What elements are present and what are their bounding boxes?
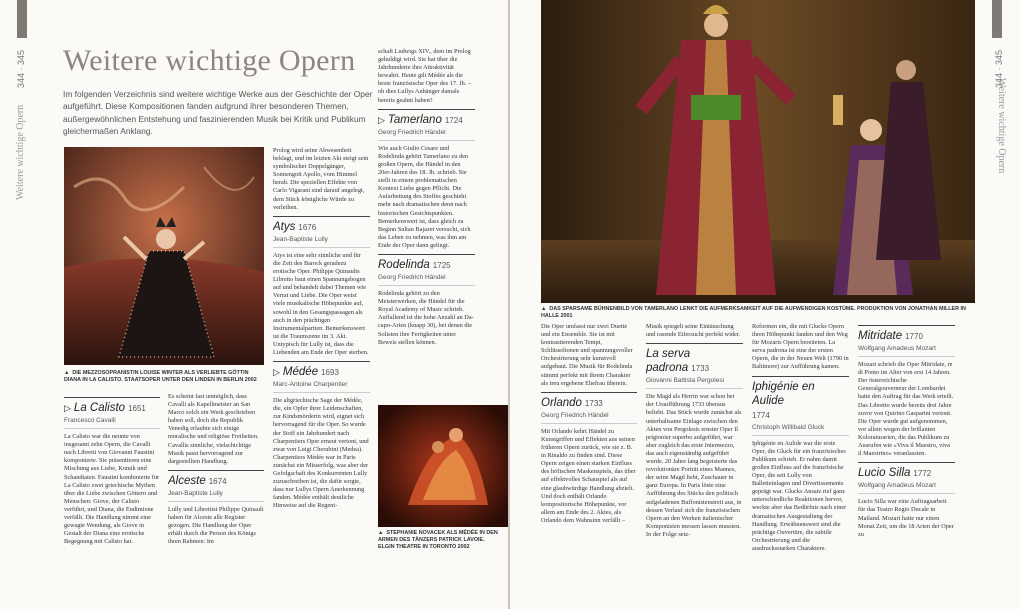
column-a <box>273 147 370 567</box>
entry-atys-text: Atys ist eine sehr sinnliche und für die Zeit des Barock geradezu erotische Oper. Philippe Quinaults Libretto baut einen Spannungsbogen auf und behandelt dabei Themen wie Verrat und Liebe. Die Oper weist viele musikalische Höhepunkte auf, sowohl in den Gesangspassagen als auch in den prächtigen Instrumentalpartien. Bemerkenswert ist die Traumszene im 3. Akt. Untypisch für Lully ist, dass die Liebenden am Ende der Oper sterben. <box>273 251 369 356</box>
entry-tamerlano-year: 1724 <box>444 115 463 125</box>
entry-la-serva-padrona-text: Die Magd als Herrin war schon bei der Uraufführung 1733 überaus beliebt. Das Stück wurde zunächst als unterhaltsame Einlage zwischen den Akten von Pergolesis ernster Oper Il prigionier superbo aufgeführt, war aber zugleich das erste Intermezzo, das auch eigenständig aufgeführt wurde. 20 Jahre lang begeisterte das revolutionäre Porträt eines Mannes, der seine Magd liebt, Zuschauer in ganz Europa. In Paris löste eine Aufführung des Stücks den politisch aufgeladenen Buffonistenstreit aus, in dessen Verlauf sich die französischen Opern an den Werken italienischer Komponisten messen lassen mussten. In der Folge setz- <box>646 393 742 538</box>
entry-medee <box>273 361 370 510</box>
entry-orlando <box>541 392 637 525</box>
entry-atys-composer: Jean-Baptiste Lully <box>273 235 370 248</box>
entry-rodelinda-composer: Georg Friedrich Händel <box>378 273 475 286</box>
entry-lucio-silla-title: Lucio Silla <box>858 467 911 480</box>
entry-mitridate-text: Mozart schrieb die Oper Mitridate, re di Ponto im Alter von erst 14 Jahren. Der österreichische Generalgouverneur der Lombardei hatte den Auftrag für das Werk erteilt. Das Libretto wurde bereits drei Jahre zuvor von Quirino Gasparini vertont. Die Oper wurde gut aufgenommen, vor allem wegen der brillanten Koloraturarien, die das Publikum zu Ausrufen wie »Viva il Maestro, viva il Maestrino« veranlassten. <box>858 361 954 458</box>
entry-rodelinda <box>378 254 475 347</box>
running-title-right: Weitere wichtige Opern <box>996 78 1007 174</box>
triangle-up-icon: ▲ <box>541 306 547 312</box>
entry-rodelinda-title: Rodelinda <box>378 258 430 271</box>
entry-la-calisto <box>64 397 160 546</box>
photo-medee <box>378 405 508 527</box>
entry-iphigenie <box>752 376 849 553</box>
entry-atys <box>273 216 370 357</box>
page-tab <box>17 0 27 38</box>
right-page <box>510 0 1020 609</box>
entry-tamerlano <box>378 109 475 250</box>
page-tab <box>992 0 1002 38</box>
left-page <box>0 0 508 609</box>
entry-iphigenie-year: 1774 <box>752 410 770 420</box>
entry-orlando-text: Mit Orlando kehrt Händel zu Kunstgriffen und Effekten aus seinen früheren Opern zurück, wie sie z. B. in Rinaldo zu finden sind. Diese Opern zeigen einen starken Einfluss des höfischen Maskenspiels, das über auf effektvolles Schauspiel als auf eine glaubwürdige Handlung abzielt. Und doch enthält Orlando kompositorische Höhepunkte, vor allem am Ende des 2. Aktes, als Orlando dem Wahnsinn verfällt – <box>541 427 636 524</box>
entry-la-serva-padrona-composer: Giovanni Battista Pergolesi <box>646 376 743 389</box>
entry-la-calisto-year: 1651 <box>128 404 146 413</box>
entry-iphigenie-text: Iphigénie en Aulide war die erste Oper, die Gluck für ein französisches Publikum schrieb. Er nahm damit großen Einfluss auf die französische Oper, die seit Lully von Balletteinlagen und Divertissements geprägt war. Glucks Ansatz rief ganz unterschiedliche Reaktionen hervor, weckte aber das Bedürfnis nach einer dramatischen Ausgestaltung der Handlung. Erwähnenswert sind die prächtige Ouvertüre, die subtile Orchestrierung und die ausdrucksstarken Charaktere. <box>752 439 847 552</box>
column-r3 <box>752 323 849 598</box>
entry-la-serva-padrona <box>646 343 743 539</box>
photo-tamerlano-image <box>541 0 975 303</box>
entry-alceste-composer: Jean-Baptiste Lully <box>168 489 264 502</box>
photo-la-calisto <box>64 147 264 365</box>
photo-la-calisto-image <box>64 147 264 365</box>
column-r1 <box>541 323 637 598</box>
triangle-up-icon: ▲ <box>64 370 70 376</box>
entry-atys-title: Atys <box>273 220 296 233</box>
entry-lucio-silla-year: 1772 <box>913 469 932 479</box>
intro-text: Im folgenden Verzeichnis sind weitere wichtige Werke aus der Geschichte der Oper aufgeführt. Diese Kompositionen fanden aufgrund ihrer besonderen Themen, außergewöhnlichen Entstehung und faszinierenden Musik bei Kritik und Publikum gleichermaßen Anklang. <box>63 89 373 137</box>
entry-la-calisto-text: La Calisto war die neunte von insgesamt zehn Opern, die Cavalli nach Libretti von Giovanni Faustini komponierte. Sie präsentieren eine Mischung aus Liebe, Komik und Schandtaten. Faustini kombinierte für La Calisto zwei griechische Mythen über die Liebe zwischen Göttern und Menschen: Giove, der Calisto verführt, und Diana, die Endimione verfällt. Die Handlung nimmt eine gewagte Wendung, als Giove in Gestalt der Diana eine erotische Begegnung mit Calisto hat. <box>64 433 160 546</box>
triangle-right-icon: ▷ <box>378 114 385 125</box>
entry-atys-year: 1676 <box>298 222 317 232</box>
entry-la-calisto-composer: Francesco Cavalli <box>64 416 160 429</box>
entry-la-calisto-title: La Calisto <box>73 402 126 414</box>
column-r3-text: Reformen ein, die mit Glucks Opern ihren Höhepunkt fanden und den Weg für Mozarts Opern bereiteten. La serva padrona ist eine der ersten Opern, die in der Neuen Welt (1790 in Baltimore) zur Aufführung kamen. <box>752 323 849 371</box>
caption-tamerlano: ▲ DAS SPARSAME BÜHNENBILD VON TAMERLANO LENKT DIE AUFMERKSAMKEIT AUF DIE AUFWENDIGEN KOSTÜME. PRODUKTION VON JONATHAN MILLER IN HALLE 2001 <box>541 306 966 319</box>
entry-mitridate <box>858 325 955 458</box>
triangle-right-icon: ▷ <box>64 403 71 413</box>
photo-tamerlano <box>541 0 975 303</box>
entry-rodelinda-text: Rodelinda gehört zu den Meisterwerken, die Händel für die Royal Academy of Music schrieb. Auffallend ist die hohe Anzahl an Da-capo-Arien (knapp 30), bei denen die Solisten ihre Fertigkeiten unter Beweis stellen können. <box>378 290 474 346</box>
entry-iphigenie-title: Iphigénie en Aulide <box>752 380 815 407</box>
column-b-text: schaft Ludwigs XIV., dem im Prolog gehuldigt wird. Sie hat über die Jahrhunderte ihre Attraktivität bewahrt. Heute gilt Médée als die beste französische Oper des 17. Jh. – ob dies Lullys Anhänger damals bereits geahnt haben? <box>378 48 472 104</box>
entry-medee-composer: Marc-Antoine Charpentier <box>273 380 370 393</box>
entry-lucio-silla <box>858 462 955 539</box>
entry-medee-year: 1693 <box>321 368 339 378</box>
entry-lucio-silla-composer: Wolfgang Amadeus Mozart <box>858 481 955 494</box>
entry-alceste <box>168 470 264 547</box>
column-r2 <box>646 323 743 598</box>
entry-alceste-year: 1674 <box>208 476 227 486</box>
column-a-text: Prolog wird seine Abwesenheit beklagt, und im letzten Akt steigt sein symbolischer Doppelgänger, Sonnengott Apollo, vom Himmel herab. Die speziellen Effekte von Carlo Vigarani sind darauf angelegt, dem Stück königliche Würde zu verleihen. <box>273 147 369 211</box>
entry-mitridate-title: Mitridate <box>858 330 903 342</box>
entry-alceste-text: Lully und Librettist Philippe Quinault haben für Alceste alle Register gezogen. Die Handlung der Oper erhält durch die Person des Königs ihren Rahmen: Im <box>168 505 264 546</box>
running-title-left: Weitere wichtige Opern <box>15 104 26 200</box>
column-calisto <box>64 393 160 598</box>
entry-lucio-silla-text: Lucio Silla war eine Auftragsarbeit für das Teatro Regio Ducale in Mailand. Mozart hatte nur einen Monat Zeit, um die 18 Arien der Oper zu <box>858 498 954 538</box>
entry-rodelinda-year: 1725 <box>432 260 451 270</box>
column-r1-text: Die Oper umfasst nur zwei Duette und ein Ensemble. Sie ist mit kontrastierenden Tempi, Schlüsseltonen und spannungsvoller Orchestrierung sehr kunstvoll aufgebaut. Die Musik für Rodelinda stimmt perfekt mit ihrem Charakter als treu ergebene Ehefrau überein. <box>541 323 633 387</box>
entry-medee-text: Die altgriechische Sage der Médée, die, ein Opfer ihrer Leidenschaften, zur Kindsmörderin wird, eignet sich hervorragend für die Oper. So wurde der Stoff ein Jahrhundert nach Charpentiers Oper erneut vertont, und zwar von Luigi Cherubini (Medea). Charpentiers Médée war in Paris zunächst ein Misserfolg, was aber der Gefolgschaft des Konkurrenten Lully zuzuschreiben ist, die dafür sorgte, dass nur Lullys Opern Anerkennung fanden. Médée enthält deutliche Hinweise auf die Regent- <box>273 397 369 510</box>
entry-tamerlano-composer: Georg Friedrich Händel <box>378 128 475 141</box>
caption-medee: ▲ STEPHANIE NOVACEK ALS MÉDÉE IN DEN ARMEN DES TÄNZERS PATRICK LAVOIE. ELGIN THEATRE IN TORONTO 2002 <box>378 530 498 550</box>
triangle-right-icon: ▷ <box>273 367 280 378</box>
column-r4 <box>858 323 955 598</box>
entry-la-calisto-text-cont: Es scheint fast unmöglich, dass Cavalli als Kapellmeister an San Marco solch ein Werk geschrieben haben soll, doch die Republik Venedig erlaubte sich einige moralische und religiöse Freiheiten. Cavallis sinnliche, vielschichtige Musik passt hervorragend zur dargestellten Handlung. <box>168 393 259 465</box>
column-r2-text: Musik spiegelt seine Eintäuschung und rasende Eifersucht perfekt wider. <box>646 323 741 339</box>
entry-mitridate-composer: Wolfgang Amadeus Mozart <box>858 344 955 357</box>
column-calisto-cont <box>168 393 264 598</box>
triangle-up-icon: ▲ <box>378 530 384 536</box>
entry-tamerlano-text: Wie auch Giulio Cesare und Rodelinda gehört Tamerlano zu den großen Opern, die Händel in den 20er-Jahren des 18. Jh. schrieb. Sie stellt in einem problematischen Kontext Liebe gegen Pflicht. Die Aufarbeitung des Stoffes geschieht mehr nach dramatischen denn nach historischen Gesichtspunkten. Bemerkenswert ist, dass gleich zu Beginn Sultan Bajazet versucht, sich das Leben zu nehmen, was ihm am Ende der Oper dann gelingt. <box>378 144 471 249</box>
entry-la-serva-padrona-title: La serva padrona <box>646 348 691 375</box>
entry-tamerlano-title: Tamerlano <box>387 113 442 126</box>
photo-medee-image <box>378 405 508 527</box>
caption-la-calisto: ▲ DIE MEZZOSOPRANISTIN LOUISE WINTER ALS VERLIEBTE GÖTTIN DIANA IN LA CALISTO. STAATSOPER UNTER DEN LINDEN IN BERLIN 2002 <box>64 370 257 383</box>
entry-medee-title: Médée <box>282 366 319 379</box>
entry-iphigenie-composer: Christoph Willibald Gluck <box>752 423 849 436</box>
entry-mitridate-year: 1770 <box>905 332 923 341</box>
entry-orlando-composer: Georg Friedrich Händel <box>541 411 637 424</box>
entry-orlando-year: 1733 <box>584 398 603 408</box>
page-number-right: 344 · 345 <box>994 49 1004 88</box>
page-title: Weitere wichtige Opern <box>63 44 356 77</box>
column-b <box>378 48 475 400</box>
entry-orlando-title: Orlando <box>541 396 582 409</box>
page-number-left: 344 · 345 <box>16 49 26 88</box>
entry-la-serva-padrona-year: 1733 <box>691 364 710 374</box>
entry-alceste-title: Alceste <box>168 474 206 487</box>
